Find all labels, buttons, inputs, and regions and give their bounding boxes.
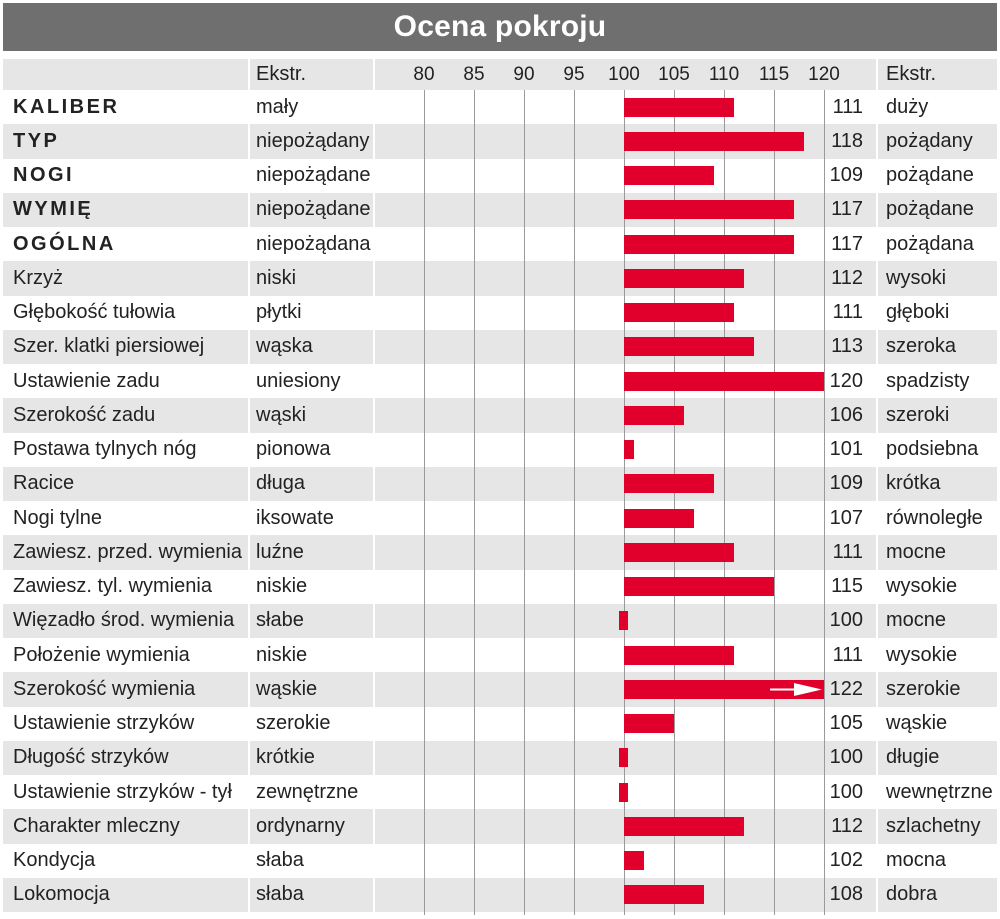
low-extreme-label: niepożądane [256, 198, 371, 221]
table-row [3, 878, 997, 912]
bar [624, 235, 794, 254]
trait-label: KALIBER [13, 95, 120, 118]
value-label: 120 [829, 369, 863, 392]
low-extreme-label: niepożądane [256, 164, 371, 187]
high-extreme-label: pożądane [886, 198, 974, 221]
gridline [824, 90, 825, 915]
high-extreme-label: pożądana [886, 232, 974, 255]
high-extreme-label: długie [886, 746, 940, 769]
table-row [3, 364, 997, 398]
value-label: 101 [829, 438, 863, 461]
value-label: 111 [832, 643, 863, 666]
bar [624, 303, 734, 322]
high-extreme-label: mocne [886, 609, 947, 632]
bar [624, 200, 794, 219]
overflow-arrow-icon [770, 680, 826, 699]
high-extreme-label: pożądane [886, 164, 974, 187]
high-extreme-label: szeroki [886, 403, 950, 426]
bar [624, 577, 774, 596]
high-extreme-label: wysokie [886, 575, 958, 598]
trait-label: Ustawienie strzyków [13, 712, 195, 735]
trait-label: TYP [13, 129, 60, 152]
bar [619, 748, 628, 767]
gridline [474, 90, 475, 915]
bar [624, 474, 714, 493]
low-extreme-label: szerokie [256, 712, 331, 735]
low-extreme-label: słaba [256, 849, 304, 872]
table-row [3, 398, 997, 432]
table-row [3, 227, 997, 261]
value-label: 111 [832, 95, 863, 118]
table-row [3, 261, 997, 295]
low-extreme-label: słaba [256, 883, 304, 906]
low-extreme-label: zewnętrzne [256, 780, 359, 803]
gridline [524, 90, 525, 915]
high-extreme-label: szlachetny [886, 814, 981, 837]
low-extreme-label: krótkie [256, 746, 315, 769]
table-row [3, 90, 997, 124]
tick-label: 110 [708, 63, 740, 85]
bar [624, 885, 704, 904]
bar [619, 783, 628, 802]
trait-label: Postawa tylnych nóg [13, 438, 197, 461]
high-extreme-label: mocne [886, 540, 947, 563]
table-row [3, 296, 997, 330]
table-row [3, 193, 997, 227]
value-label: 112 [831, 266, 863, 289]
high-extreme-label: pożądany [886, 129, 973, 152]
chart-title: Ocena pokroju [3, 3, 997, 51]
high-extreme-label: duży [886, 95, 929, 118]
low-extreme-label: niepożądany [256, 129, 370, 152]
value-label: 105 [829, 712, 863, 735]
low-extreme-label: płytki [256, 301, 302, 324]
table-row [3, 604, 997, 638]
trait-label: WYMIĘ [13, 198, 94, 221]
tick-label: 80 [413, 63, 435, 85]
high-extreme-label: krótka [886, 472, 941, 495]
trait-label: Lokomocja [13, 883, 110, 906]
tick-label: 120 [808, 63, 840, 85]
high-extreme-header: Ekstr. [886, 63, 937, 85]
high-extreme-label: dobra [886, 883, 938, 906]
low-extreme-label: iksowate [256, 506, 334, 529]
tick-label: 85 [463, 63, 485, 85]
high-extreme-label: wewnętrzne [886, 780, 993, 803]
column-separator [248, 59, 250, 915]
trait-label: OGÓLNA [13, 232, 116, 255]
bar [624, 851, 644, 870]
table-row [3, 741, 997, 775]
value-label: 109 [829, 472, 863, 495]
value-label: 115 [831, 575, 863, 598]
column-separator [876, 59, 878, 915]
trait-label: Ustawienie zadu [13, 369, 160, 392]
value-label: 108 [829, 883, 863, 906]
value-label: 111 [832, 301, 863, 324]
low-extreme-label: długa [256, 472, 305, 495]
table-row [3, 672, 997, 706]
table-row [3, 638, 997, 672]
table-row [3, 159, 997, 193]
trait-label: Zawiesz. tyl. wymienia [13, 575, 212, 598]
gridline [574, 90, 575, 915]
value-label: 113 [831, 335, 863, 358]
low-extreme-label: ordynarny [256, 814, 345, 837]
value-label: 117 [831, 232, 863, 255]
table-row [3, 775, 997, 809]
table-row [3, 330, 997, 364]
low-extreme-label: mały [256, 95, 299, 118]
bar [624, 98, 734, 117]
low-extreme-label: niskie [256, 643, 308, 666]
value-label: 102 [829, 849, 863, 872]
trait-label: Charakter mleczny [13, 814, 180, 837]
value-label: 117 [831, 198, 863, 221]
tick-label: 105 [658, 63, 690, 85]
low-extreme-label: niskie [256, 575, 308, 598]
high-extreme-label: szerokie [886, 677, 961, 700]
table-row [3, 501, 997, 535]
chart-table [3, 59, 997, 915]
trait-label: Ustawienie strzyków - tył [13, 780, 232, 803]
trait-label: Głębokość tułowia [13, 301, 176, 324]
low-extreme-label: luźne [256, 540, 304, 563]
table-row [3, 433, 997, 467]
table-row [3, 809, 997, 843]
low-extreme-header: Ekstr. [256, 63, 307, 85]
bar [619, 611, 628, 630]
trait-label: Nogi tylne [13, 506, 102, 529]
high-extreme-label: głęboki [886, 301, 950, 324]
low-extreme-label: pionowa [256, 438, 331, 461]
tick-label: 90 [513, 63, 535, 85]
gridline [424, 90, 425, 915]
table-row [3, 535, 997, 569]
high-extreme-label: podsiebna [886, 438, 979, 461]
value-label: 122 [829, 677, 863, 700]
low-extreme-label: niepożądana [256, 232, 371, 255]
value-label: 106 [829, 403, 863, 426]
table-row [3, 467, 997, 501]
value-label: 107 [829, 506, 863, 529]
table-row [3, 844, 997, 878]
trait-label: Szerokość wymienia [13, 677, 196, 700]
table-row [3, 707, 997, 741]
value-label: 100 [829, 609, 863, 632]
bar [624, 440, 634, 459]
tick-label: 95 [563, 63, 585, 85]
column-separator [373, 59, 375, 915]
tick-label: 115 [758, 63, 790, 85]
high-extreme-label: wąskie [886, 712, 948, 735]
low-extreme-label: wąskie [256, 677, 318, 700]
bar [624, 509, 694, 528]
tick-label: 100 [608, 63, 640, 85]
high-extreme-label: wysokie [886, 643, 958, 666]
bar [624, 406, 684, 425]
high-extreme-label: spadzisty [886, 369, 970, 392]
value-label: 109 [829, 164, 863, 187]
trait-label: Położenie wymienia [13, 643, 190, 666]
low-extreme-label: niski [256, 266, 297, 289]
trait-label: Zawiesz. przed. wymienia [13, 540, 242, 563]
value-label: 118 [831, 129, 863, 152]
value-label: 111 [832, 540, 863, 563]
trait-label: Szer. klatki piersiowej [13, 335, 205, 358]
table-row [3, 570, 997, 604]
bar [624, 543, 734, 562]
value-label: 100 [829, 780, 863, 803]
trait-label: Kondycja [13, 849, 96, 872]
trait-label: NOGI [13, 164, 75, 187]
low-extreme-label: uniesiony [256, 369, 341, 392]
bar [624, 646, 734, 665]
trait-label: Szerokość zadu [13, 403, 156, 426]
low-extreme-label: wąski [256, 403, 307, 426]
trait-label: Więzadło środ. wymienia [13, 609, 235, 632]
value-label: 100 [829, 746, 863, 769]
high-extreme-label: równoległe [886, 506, 983, 529]
high-extreme-label: mocna [886, 849, 947, 872]
trait-label: Krzyż [13, 266, 63, 289]
bar [624, 166, 714, 185]
trait-label: Racice [13, 472, 75, 495]
table-row [3, 124, 997, 158]
bar [624, 817, 744, 836]
high-extreme-label: szeroka [886, 335, 957, 358]
value-label: 112 [831, 814, 863, 837]
bar [624, 372, 824, 391]
low-extreme-label: wąska [256, 335, 313, 358]
low-extreme-label: słabe [256, 609, 304, 632]
bar [624, 132, 804, 151]
high-extreme-label: wysoki [886, 266, 947, 289]
bar [624, 337, 754, 356]
header-row [3, 59, 997, 90]
bar [624, 714, 674, 733]
bar [624, 269, 744, 288]
trait-label: Długość strzyków [13, 746, 169, 769]
